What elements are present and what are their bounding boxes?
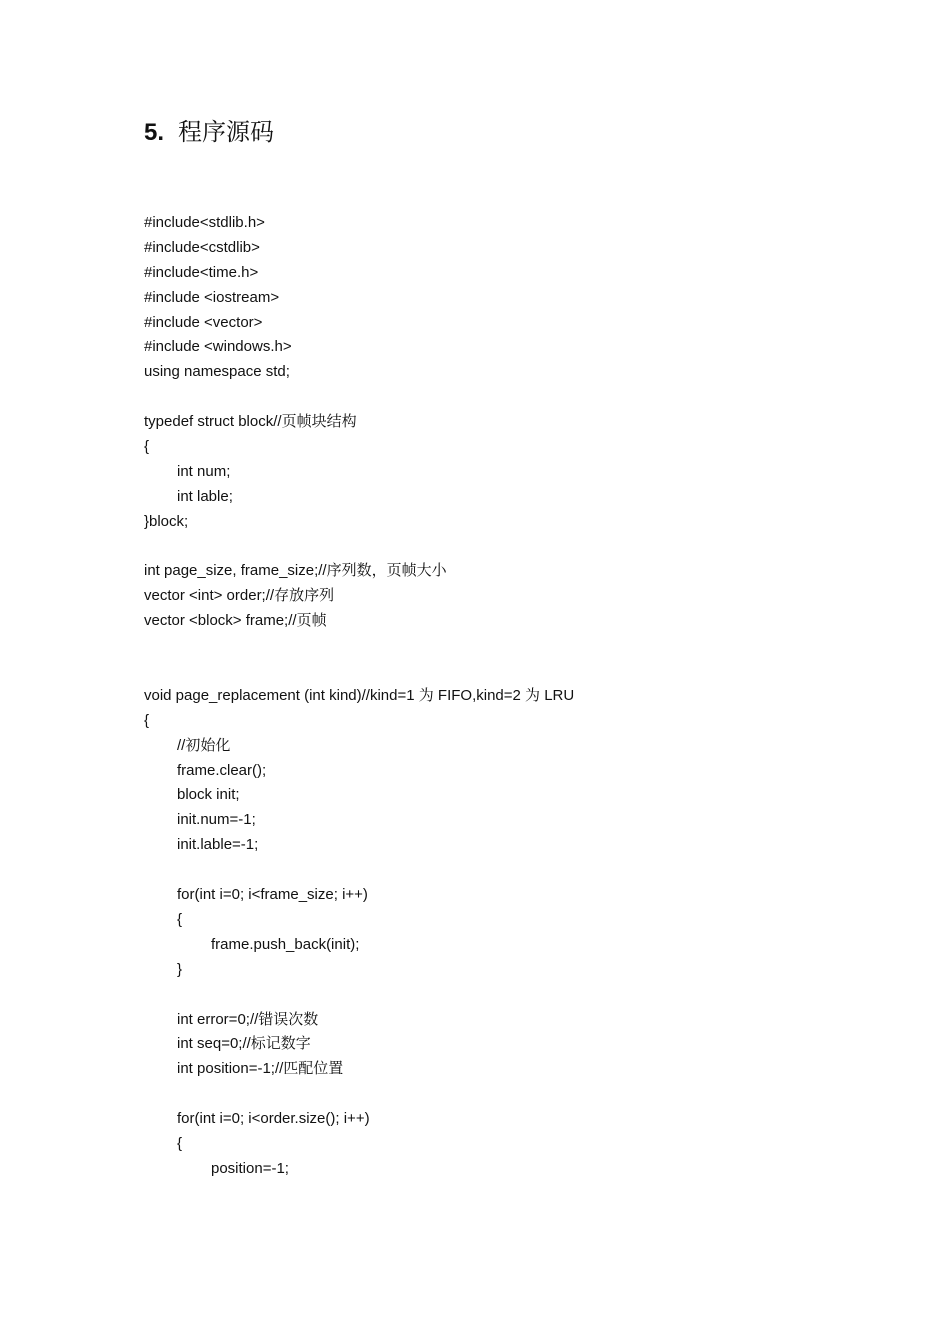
code-line: {	[177, 910, 183, 928]
code-line: #include<stdlib.h>	[144, 214, 265, 231]
code-line: #include<cstdlib>	[144, 238, 260, 256]
code-line: position=-1;	[211, 1159, 289, 1177]
code-line: vector <block> frame;//页帧	[144, 612, 327, 630]
code-line: vector <int> order;//存放序列	[144, 587, 335, 605]
blank-code-line	[144, 634, 574, 659]
source-code-block	[144, 211, 574, 1182]
code-line: block init;	[177, 786, 240, 804]
code-line: typedef struct block//页帧块结构	[144, 413, 357, 431]
code-line: #include<time.h>	[144, 263, 259, 281]
code-line: int error=0;//错误次数	[177, 1010, 319, 1028]
code-line: for(int i=0; i<frame_size; i++)	[177, 886, 368, 904]
code-line: int seq=0;//标记数字	[177, 1035, 311, 1053]
code-line: init.lable=-1;	[177, 836, 259, 854]
code-line: int page_size, frame_size;//序列数，页帧大小	[144, 562, 447, 580]
code-line: int num;	[177, 462, 231, 480]
section-number: 5.	[144, 119, 165, 146]
code-line: {	[144, 711, 150, 729]
code-line: }	[177, 960, 183, 978]
code-line: {	[144, 438, 150, 456]
section-title: 程序源码	[178, 118, 275, 146]
code-line: #include <vector>	[144, 313, 263, 331]
code-line: #include <iostream>	[144, 288, 280, 306]
blank-code-line	[144, 1082, 574, 1107]
blank-code-line	[144, 983, 574, 1008]
code-line: init.num=-1;	[177, 811, 256, 829]
code-line: void page_replacement (int kind)//kind=1 为 FIFO,kind=2 为 LRU	[144, 686, 575, 704]
blank-code-line	[144, 385, 574, 410]
code-line: frame.clear();	[177, 761, 267, 779]
code-line: #include <windows.h>	[144, 338, 292, 356]
section-heading	[144, 114, 274, 151]
code-line: }block;	[144, 512, 189, 530]
blank-code-line	[144, 858, 574, 883]
code-line: //初始化	[177, 736, 231, 754]
code-line: {	[177, 1134, 183, 1152]
code-line: frame.push_back(init);	[211, 935, 360, 953]
blank-code-line	[144, 535, 574, 560]
code-line: int lable;	[177, 487, 233, 505]
code-line: int position=-1;//匹配位置	[177, 1060, 344, 1078]
code-line: using namespace std;	[144, 363, 290, 381]
code-line: for(int i=0; i<order.size(); i++)	[177, 1110, 370, 1128]
blank-code-line	[144, 659, 574, 684]
